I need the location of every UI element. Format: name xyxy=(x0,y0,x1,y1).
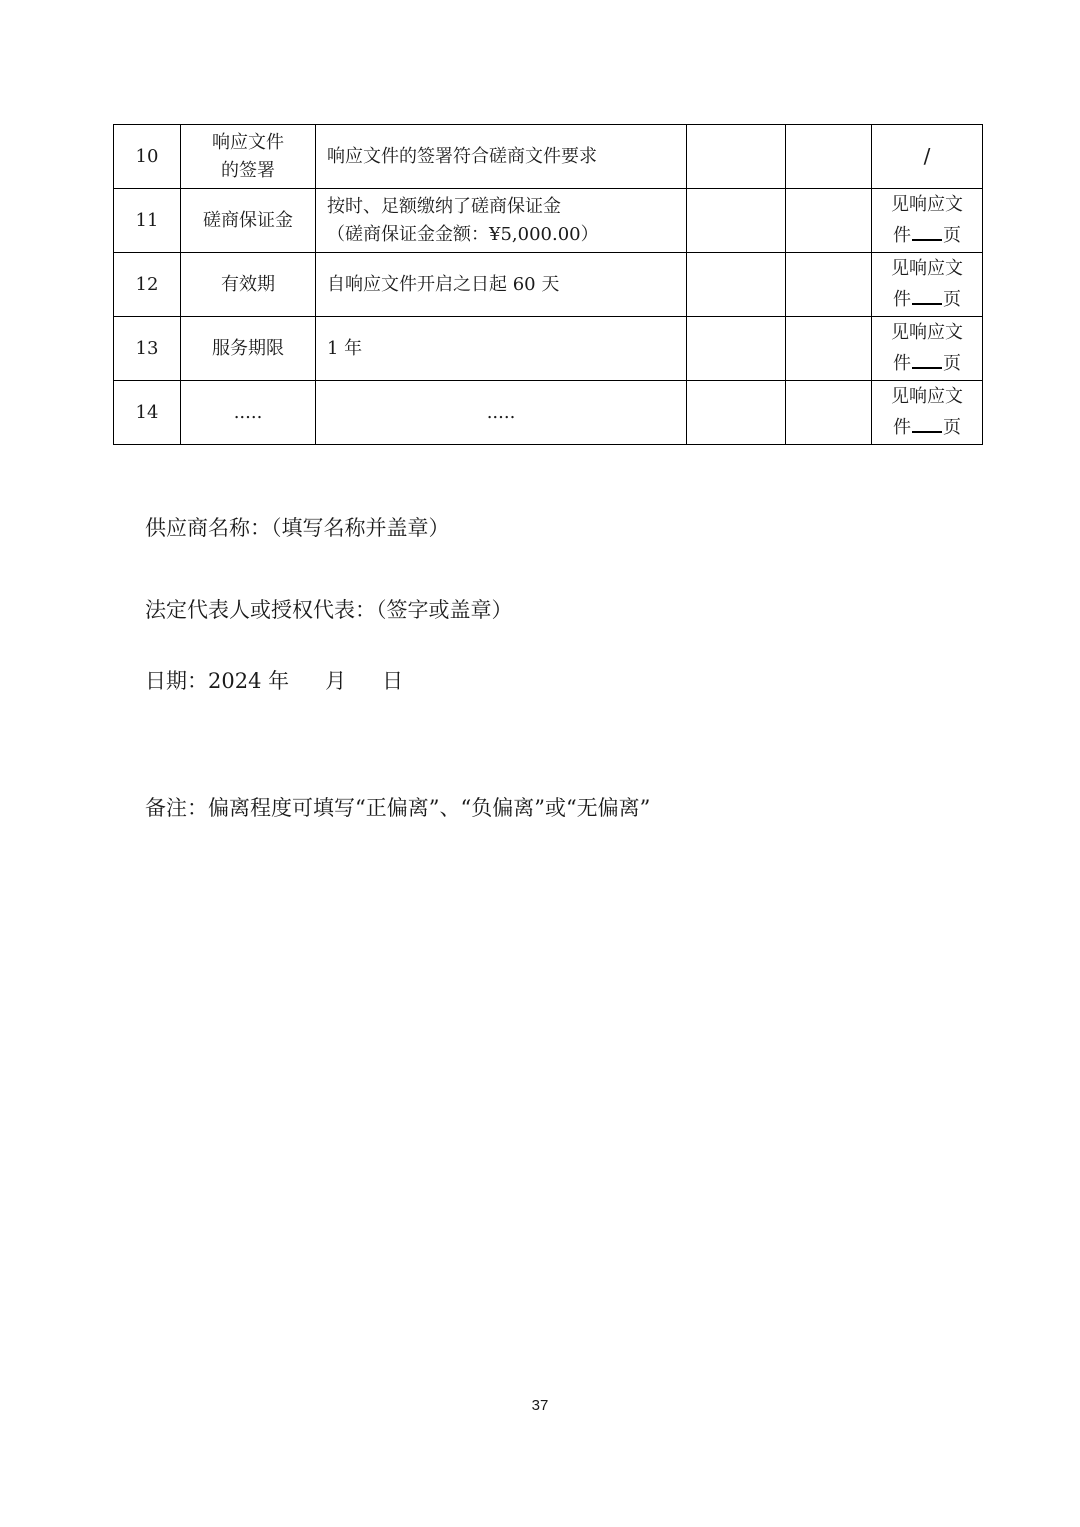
representative-line: 法定代表人或授权代表：（签字或盖章） xyxy=(145,598,513,622)
item-cell xyxy=(181,125,316,189)
requirement-cell xyxy=(316,317,687,381)
response-cell xyxy=(687,253,786,317)
reference-prefix: 件 xyxy=(893,353,911,374)
reference-suffix: 页 xyxy=(943,225,961,246)
reference-suffix: 页 xyxy=(943,353,961,374)
reference-cell xyxy=(872,189,983,253)
response-cell xyxy=(687,189,786,253)
item-cell xyxy=(181,381,316,445)
item-text: ..... xyxy=(233,401,263,423)
item-text: 有效期 xyxy=(221,273,275,295)
reference-cell xyxy=(872,253,983,317)
requirement-cell xyxy=(316,125,687,189)
reference-cell xyxy=(872,317,983,381)
table-row xyxy=(114,253,983,317)
page-number: 37 xyxy=(531,1397,549,1414)
response-cell xyxy=(687,125,786,189)
page-number-blank[interactable] xyxy=(912,219,942,241)
deviation-cell xyxy=(786,253,872,317)
reference-slash: / xyxy=(923,143,931,168)
row-number: 12 xyxy=(114,253,181,317)
row-number: 11 xyxy=(114,189,181,253)
requirement-cell xyxy=(316,253,687,317)
item-text: 磋商保证金 xyxy=(203,209,293,231)
page-number-blank[interactable] xyxy=(912,283,942,305)
requirement-text: 按时、足额缴纳了磋商保证金 xyxy=(327,195,561,217)
page-number-blank[interactable] xyxy=(912,347,942,369)
deviation-cell xyxy=(786,189,872,253)
table-row xyxy=(114,317,983,381)
page-number-blank[interactable] xyxy=(912,411,942,433)
date-month: 月 xyxy=(325,669,347,693)
row-number: 14 xyxy=(114,381,181,445)
requirement-text: 响应文件的签署符合磋商文件要求 xyxy=(327,145,597,167)
item-text: 响应文件 xyxy=(212,131,284,153)
row-number: 13 xyxy=(114,317,181,381)
table-row xyxy=(114,189,983,253)
item-text: 的签署 xyxy=(221,159,275,181)
remark-note: 备注：偏离程度可填写“正偏离”、“负偏离”或“无偏离” xyxy=(145,796,651,820)
date-day: 日 xyxy=(382,669,404,693)
item-text: 服务期限 xyxy=(212,337,284,359)
date-label: 日期：2024 年 xyxy=(145,669,290,693)
deviation-cell xyxy=(786,381,872,445)
item-cell xyxy=(181,317,316,381)
item-cell xyxy=(181,253,316,317)
item-cell xyxy=(181,189,316,253)
reference-prefix: 件 xyxy=(893,417,911,438)
deviation-cell xyxy=(786,317,872,381)
reference-cell xyxy=(872,125,983,189)
reference-cell xyxy=(872,381,983,445)
reference-prefix: 件 xyxy=(893,289,911,310)
requirement-text: （磋商保证金金额：¥5,000.00） xyxy=(327,223,599,245)
requirement-cell xyxy=(316,381,687,445)
reference-prefix: 件 xyxy=(893,225,911,246)
reference-suffix: 页 xyxy=(943,417,961,438)
requirement-text: 1 年 xyxy=(327,337,363,359)
deviation-cell xyxy=(786,125,872,189)
reference-text: 见响应文 xyxy=(891,194,963,215)
table-body xyxy=(114,125,983,445)
reference-text: 见响应文 xyxy=(891,322,963,343)
reference-text: 见响应文 xyxy=(891,386,963,407)
reference-page-line xyxy=(872,219,982,250)
table-row xyxy=(114,381,983,445)
requirement-text: 自响应文件开启之日起 60 天 xyxy=(327,273,560,295)
table-row xyxy=(114,125,983,189)
supplier-name-line: 供应商名称：（填写名称并盖章） xyxy=(145,516,450,540)
reference-page-line xyxy=(872,411,982,442)
reference-page-line xyxy=(872,283,982,314)
reference-text: 见响应文 xyxy=(891,258,963,279)
response-cell xyxy=(687,317,786,381)
requirement-text: ..... xyxy=(486,401,516,423)
compliance-table xyxy=(113,124,983,445)
reference-page-line xyxy=(872,347,982,378)
requirement-cell xyxy=(316,189,687,253)
reference-suffix: 页 xyxy=(943,289,961,310)
response-cell xyxy=(687,381,786,445)
date-line xyxy=(145,665,403,695)
row-number: 10 xyxy=(114,125,181,189)
